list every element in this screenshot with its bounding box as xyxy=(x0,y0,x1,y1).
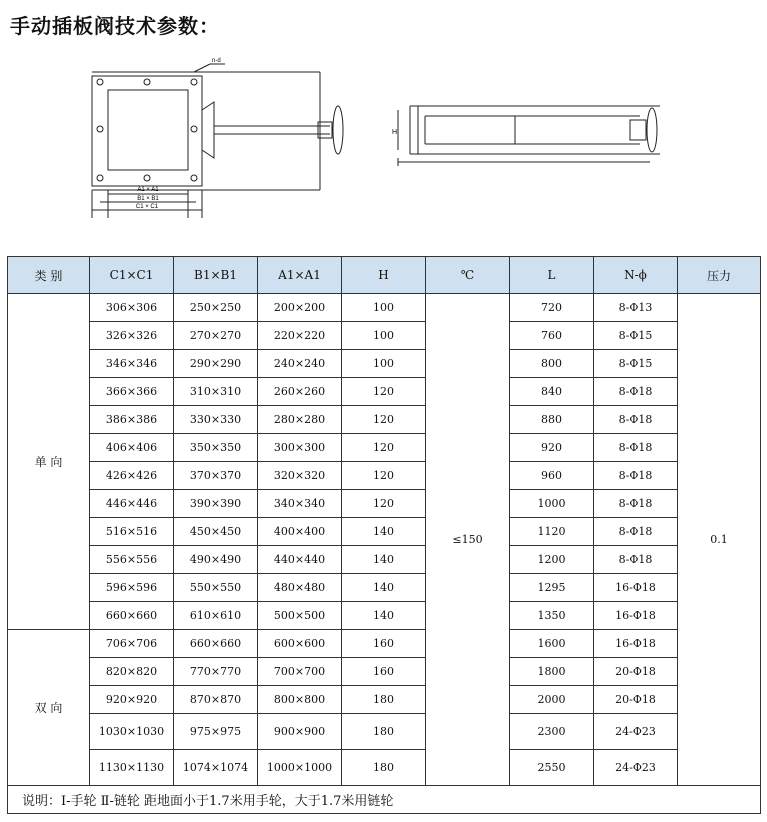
cell-n: 8-Φ18 xyxy=(594,546,678,574)
cell-h: 100 xyxy=(342,322,426,350)
cell-l: 880 xyxy=(510,406,594,434)
cell-c: 446×446 xyxy=(90,490,174,518)
cell-n: 8-Φ18 xyxy=(594,406,678,434)
cell-n: 8-Φ18 xyxy=(594,434,678,462)
cell-a: 200×200 xyxy=(258,294,342,322)
header-category: 类 别 xyxy=(8,257,90,294)
cell-l: 920 xyxy=(510,434,594,462)
cell-l: 960 xyxy=(510,462,594,490)
cell-c: 1030×1030 xyxy=(90,714,174,750)
cell-b: 390×390 xyxy=(174,490,258,518)
cell-b: 1074×1074 xyxy=(174,750,258,786)
cell-h: 160 xyxy=(342,658,426,686)
cell-n: 8-Φ15 xyxy=(594,350,678,378)
cell-b: 350×350 xyxy=(174,434,258,462)
table-row xyxy=(8,434,761,462)
cell-b: 770×770 xyxy=(174,658,258,686)
cell-a: 340×340 xyxy=(258,490,342,518)
cell-h: 180 xyxy=(342,714,426,750)
cell-h: 120 xyxy=(342,462,426,490)
cell-l: 800 xyxy=(510,350,594,378)
dim-a-label: A1 × A1 xyxy=(137,187,159,193)
table-row xyxy=(8,630,761,658)
cell-a: 500×500 xyxy=(258,602,342,630)
dim-h-label: H xyxy=(392,129,398,136)
cell-n: 8-Φ18 xyxy=(594,378,678,406)
cell-h: 180 xyxy=(342,686,426,714)
category-double-cell: 双 向 xyxy=(8,630,90,786)
temperature-cell: ≤150 xyxy=(426,294,510,786)
header-temp: ℃ xyxy=(426,257,510,294)
cell-a: 400×400 xyxy=(258,518,342,546)
cell-c: 920×920 xyxy=(90,686,174,714)
cell-h: 160 xyxy=(342,630,426,658)
table-row xyxy=(8,750,761,786)
table-row xyxy=(8,294,761,322)
page-title: 手动插板阀技术参数： xyxy=(10,14,220,38)
cell-a: 1000×1000 xyxy=(258,750,342,786)
cell-l: 840 xyxy=(510,378,594,406)
cell-h: 140 xyxy=(342,518,426,546)
cell-h: 100 xyxy=(342,294,426,322)
cell-l: 1000 xyxy=(510,490,594,518)
header-b: B1×B1 xyxy=(174,257,258,294)
cell-l: 1600 xyxy=(510,630,594,658)
cell-l: 1120 xyxy=(510,518,594,546)
table-row xyxy=(8,518,761,546)
cell-a: 440×440 xyxy=(258,546,342,574)
cell-h: 120 xyxy=(342,406,426,434)
table-row xyxy=(8,658,761,686)
table-row xyxy=(8,462,761,490)
header-a: A1×A1 xyxy=(258,257,342,294)
cell-n: 8-Φ15 xyxy=(594,322,678,350)
cell-c: 346×346 xyxy=(90,350,174,378)
header-l: L xyxy=(510,257,594,294)
cell-c: 1130×1130 xyxy=(90,750,174,786)
table-row xyxy=(8,714,761,750)
cell-c: 326×326 xyxy=(90,322,174,350)
header-pressure: 压力 xyxy=(678,257,761,294)
spec-table xyxy=(7,256,761,814)
cell-l: 720 xyxy=(510,294,594,322)
cell-b: 270×270 xyxy=(174,322,258,350)
cell-a: 700×700 xyxy=(258,658,342,686)
cell-l: 2000 xyxy=(510,686,594,714)
cell-a: 220×220 xyxy=(258,322,342,350)
header-h: H xyxy=(342,257,426,294)
cell-c: 660×660 xyxy=(90,602,174,630)
cell-n: 24-Φ23 xyxy=(594,714,678,750)
cell-l: 1350 xyxy=(510,602,594,630)
cell-a: 260×260 xyxy=(258,378,342,406)
cell-l: 1295 xyxy=(510,574,594,602)
cell-a: 240×240 xyxy=(258,350,342,378)
cell-a: 800×800 xyxy=(258,686,342,714)
cell-b: 975×975 xyxy=(174,714,258,750)
cell-c: 596×596 xyxy=(90,574,174,602)
cell-b: 330×330 xyxy=(174,406,258,434)
valve-drawing xyxy=(0,50,767,250)
cell-b: 490×490 xyxy=(174,546,258,574)
table-header-row xyxy=(8,257,761,294)
table-row xyxy=(8,350,761,378)
table-row xyxy=(8,602,761,630)
cell-a: 280×280 xyxy=(258,406,342,434)
cell-h: 180 xyxy=(342,750,426,786)
cell-c: 306×306 xyxy=(90,294,174,322)
cell-c: 426×426 xyxy=(90,462,174,490)
dim-c-label: C1 × C1 xyxy=(135,204,159,210)
table-row xyxy=(8,406,761,434)
cell-b: 310×310 xyxy=(174,378,258,406)
table-row xyxy=(8,322,761,350)
cell-b: 450×450 xyxy=(174,518,258,546)
cell-n: 24-Φ23 xyxy=(594,750,678,786)
pressure-cell: 0.1 xyxy=(678,294,761,786)
cell-b: 610×610 xyxy=(174,602,258,630)
category-single-cell: 单 向 xyxy=(8,294,90,630)
cell-h: 120 xyxy=(342,490,426,518)
cell-n: 16-Φ18 xyxy=(594,574,678,602)
cell-h: 120 xyxy=(342,378,426,406)
cell-h: 140 xyxy=(342,546,426,574)
cell-l: 2300 xyxy=(510,714,594,750)
cell-n: 8-Φ18 xyxy=(594,462,678,490)
cell-h: 140 xyxy=(342,602,426,630)
cell-n: 8-Φ18 xyxy=(594,490,678,518)
cell-a: 300×300 xyxy=(258,434,342,462)
cell-n: 16-Φ18 xyxy=(594,630,678,658)
cell-c: 406×406 xyxy=(90,434,174,462)
table-row xyxy=(8,574,761,602)
header-c: C1×C1 xyxy=(90,257,174,294)
dim-b-label: B1 × B1 xyxy=(137,196,159,202)
table-row xyxy=(8,378,761,406)
cell-b: 370×370 xyxy=(174,462,258,490)
cell-l: 2550 xyxy=(510,750,594,786)
table-row xyxy=(8,490,761,518)
cell-a: 900×900 xyxy=(258,714,342,750)
cell-n: 20-Φ18 xyxy=(594,658,678,686)
cell-a: 320×320 xyxy=(258,462,342,490)
cell-l: 1200 xyxy=(510,546,594,574)
cell-n: 8-Φ13 xyxy=(594,294,678,322)
cell-b: 290×290 xyxy=(174,350,258,378)
cell-c: 386×386 xyxy=(90,406,174,434)
nd-label: n-d xyxy=(212,58,221,64)
cell-a: 600×600 xyxy=(258,630,342,658)
cell-n: 8-Φ18 xyxy=(594,518,678,546)
cell-h: 100 xyxy=(342,350,426,378)
cell-c: 556×556 xyxy=(90,546,174,574)
cell-n: 16-Φ18 xyxy=(594,602,678,630)
cell-l: 760 xyxy=(510,322,594,350)
cell-b: 660×660 xyxy=(174,630,258,658)
cell-h: 120 xyxy=(342,434,426,462)
cell-c: 706×706 xyxy=(90,630,174,658)
cell-c: 516×516 xyxy=(90,518,174,546)
cell-a: 480×480 xyxy=(258,574,342,602)
table-row xyxy=(8,686,761,714)
cell-n: 20-Φ18 xyxy=(594,686,678,714)
cell-l: 1800 xyxy=(510,658,594,686)
cell-h: 140 xyxy=(342,574,426,602)
cell-b: 250×250 xyxy=(174,294,258,322)
table-row xyxy=(8,546,761,574)
note-text: 说明：Ⅰ-手轮 Ⅱ-链轮 距地面小于1.7米用手轮，大于1.7米用链轮 xyxy=(8,786,761,814)
cell-b: 870×870 xyxy=(174,686,258,714)
note-row xyxy=(8,786,761,814)
cell-c: 820×820 xyxy=(90,658,174,686)
header-n: N-ϕ xyxy=(594,257,678,294)
cell-b: 550×550 xyxy=(174,574,258,602)
cell-c: 366×366 xyxy=(90,378,174,406)
